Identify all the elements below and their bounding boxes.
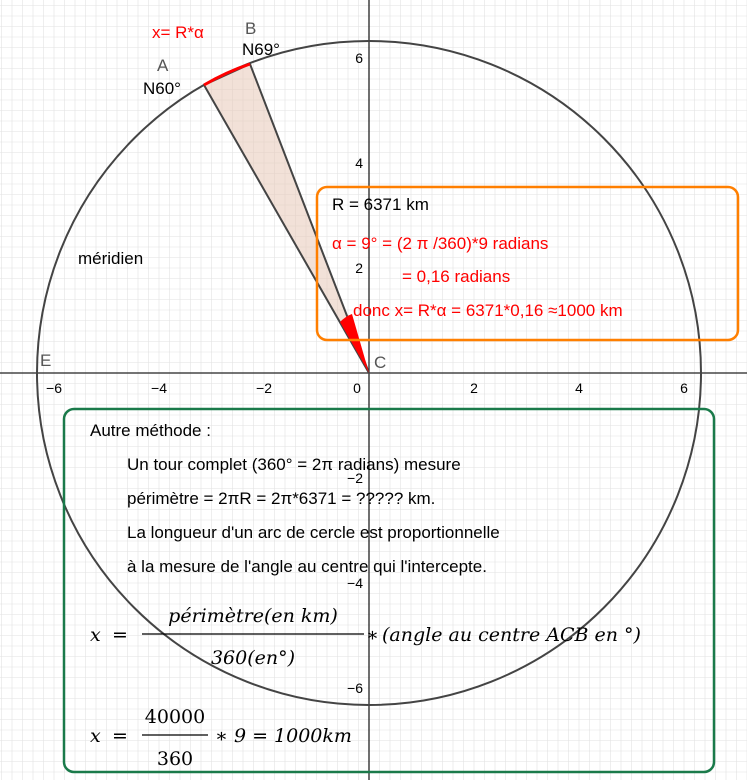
green-title: Autre méthode : <box>90 421 211 440</box>
orange-line-result: donc x= R*α = 6371*0,16 ≈1000 km <box>353 301 623 320</box>
x-tick-labels <box>46 380 688 396</box>
label-formula-top: x= R*α <box>152 23 204 42</box>
x-tick-label: 6 <box>680 380 688 396</box>
formula2-eq: = <box>112 725 128 747</box>
green-line-intercept: à la mesure de l'angle au centre qui l'intercepte. <box>127 557 487 576</box>
y-tick-label: −2 <box>347 470 363 486</box>
formula-result <box>90 706 352 770</box>
x-tick-label: −4 <box>151 380 167 396</box>
orange-line-alpha: α = 9° = (2 π /360)*9 radians <box>332 234 549 253</box>
orange-line-radians: = 0,16 radians <box>402 267 511 286</box>
meridian-label: méridien <box>78 249 144 268</box>
formula1-numerator: périmètre(en km) <box>168 605 338 627</box>
x-tick-label: −6 <box>46 380 62 396</box>
formula1-lhs: x <box>90 624 101 646</box>
point-b-lat: N69° <box>242 40 280 59</box>
formula2-lhs: x <box>90 725 101 747</box>
point-b-label: B <box>245 19 257 38</box>
angle-mark-c <box>340 314 369 373</box>
green-line-perimeter: périmètre = 2πR = 2π*6371 = ????? km. <box>127 489 436 508</box>
point-a-label: A <box>157 56 169 75</box>
x-tick-label: −2 <box>256 380 272 396</box>
point-a-lat: N60° <box>143 79 181 98</box>
y-tick-label: 6 <box>355 50 363 66</box>
y-tick-label: −6 <box>347 680 363 696</box>
green-line-proportional: La longueur d'un arc de cercle est proportionnelle <box>127 523 500 542</box>
formula1-rhs: (angle au centre ACB en °) <box>382 624 641 646</box>
orange-line-radius: R = 6371 km <box>332 195 429 214</box>
formula2-rhs: ∗ 9 = 1000km <box>215 725 352 747</box>
y-tick-label: 2 <box>355 260 363 276</box>
formula2-numerator: 40000 <box>144 706 206 728</box>
y-tick-label: 4 <box>355 155 363 171</box>
x-tick-label: 2 <box>470 380 478 396</box>
y-tick-label: −4 <box>347 575 363 591</box>
green-line-full-turn: Un tour complet (360° = 2π radians) mesure <box>127 455 461 474</box>
x-tick-label: 4 <box>575 380 583 396</box>
x-tick-label: 0 <box>353 380 361 396</box>
formula1-times: ∗ <box>366 624 379 646</box>
point-e-label: E <box>40 351 52 370</box>
point-c-label: C <box>374 353 387 372</box>
formula1-denominator: 360(en°) <box>210 647 296 669</box>
formula2-denominator: 360 <box>156 748 194 770</box>
formula1-eq: = <box>112 624 128 646</box>
